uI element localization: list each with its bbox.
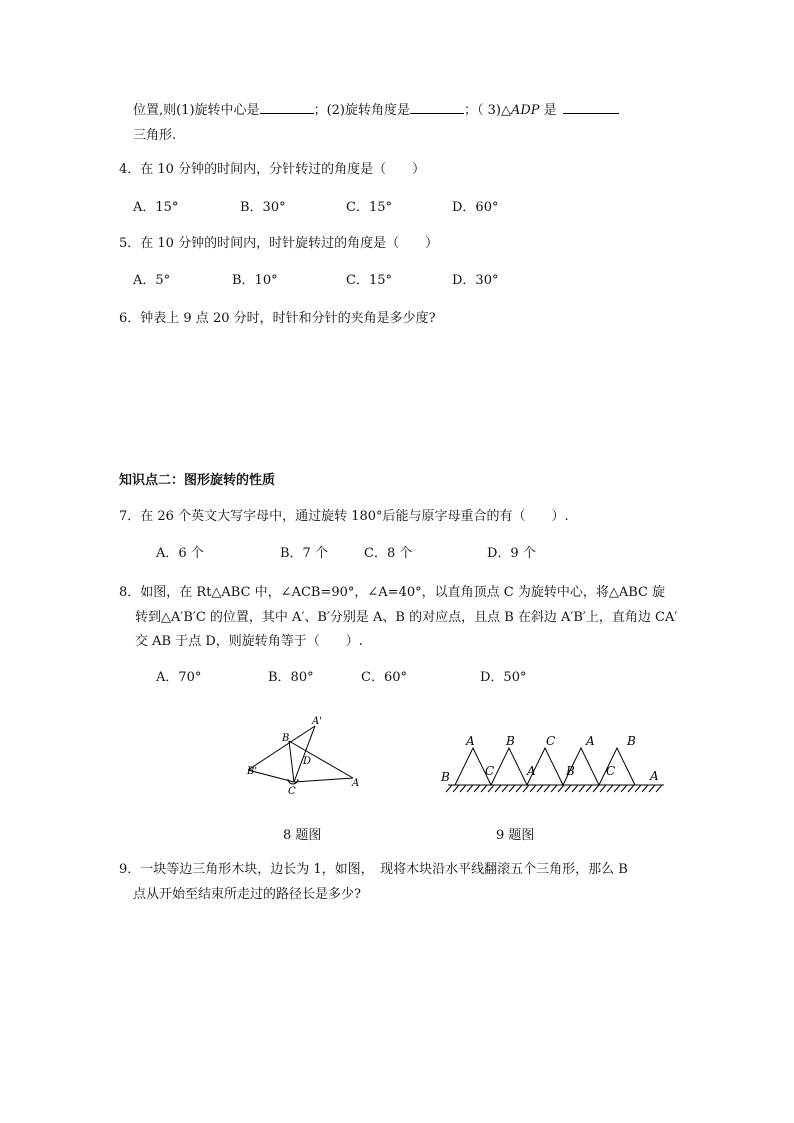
fig9-hatch-mark (614, 785, 620, 792)
fig9-base-label-6: A (650, 769, 659, 783)
q4-option-b: B．30° (240, 200, 286, 215)
q5-stem: 5．在 10 分钟的时间内，时针旋转过的角度是（ ） (119, 236, 439, 251)
fig9-hatch-mark (502, 785, 508, 792)
q8-line3: 交 AB 于点 D，则旋转角等于（ ）. (135, 634, 363, 649)
q8-option-b: B．80° (268, 670, 314, 685)
q5-option-b: B．10° (232, 273, 278, 288)
fig9-hatch-mark (495, 785, 501, 792)
q3-line1 (133, 101, 619, 119)
fig9-hatch-mark (453, 785, 459, 792)
fig9-hatching (446, 785, 662, 792)
fig9-hatch-mark (607, 785, 613, 792)
q7-options (0, 546, 794, 562)
fig8-caption: 8 题图 (283, 828, 322, 843)
q4-stem: 4．在 10 分钟的时间内，分针转过的角度是（ ） (119, 162, 426, 177)
fig9-base-label-3: A (527, 764, 536, 778)
section-heading: 知识点二：图形旋转的性质 (119, 473, 276, 488)
q3-blank-3 (563, 101, 619, 114)
fig9-hatch-mark (516, 785, 522, 792)
fig9-hatch-mark (649, 785, 655, 792)
fig9-hatch-mark (523, 785, 529, 792)
fig8-label-c: C (288, 786, 296, 797)
q8-option-c: C．60° (361, 670, 407, 685)
q4-options (0, 200, 794, 216)
q7-stem: 7．在 26 个英文大写字母中，通过旋转 180°后能与原字母重合的有（ ）. (119, 509, 569, 524)
q3-text-3: ；（ 3)△ (463, 103, 511, 118)
fig9-hatch-mark (642, 785, 648, 792)
q9-line1: 9．一块等边三角形木块，边长为 1，如图， 现将木块沿水平线翻滚五个三角形，那么 B (119, 862, 628, 877)
fig9-hatch-mark (572, 785, 578, 792)
q7-option-d: D．9 个 (487, 546, 536, 561)
fig9-hatch-mark (628, 785, 634, 792)
fig9-hatch-mark (481, 785, 487, 792)
fig9-caption: 9 题图 (496, 828, 535, 843)
fig8-line-b-c (289, 741, 294, 782)
fig9-hatch-mark (537, 785, 543, 792)
q3-blank-1 (260, 101, 314, 114)
q8-option-d: D．50° (480, 670, 527, 685)
fig9-base-label-2: C (485, 764, 495, 778)
fig8-line-c-a (294, 778, 353, 782)
q3-text-2: ；(2)旋转角度是 (313, 103, 410, 118)
fig8-label-b: B (282, 733, 290, 744)
fig9-hatch-mark (460, 785, 466, 792)
fig9-top-label-3: C (546, 734, 556, 748)
fig9-hatch-mark (600, 785, 606, 792)
fig9-hatch-mark (474, 785, 480, 792)
fig9-hatch-mark (544, 785, 550, 792)
fig8-label-bprime: B' (247, 766, 258, 777)
q3-blank-2 (410, 101, 464, 114)
fig9-hatch-mark (621, 785, 627, 792)
fig9-hatch-mark (446, 785, 452, 792)
q7-option-a: A．6 个 (156, 546, 204, 561)
q9-line2: 点从开始至结束所走过的路径长是多少? (133, 887, 361, 902)
q8-line2: 转到△A′B′C 的位置，其中 A′、B′分别是 A、B 的对应点，且点 B 在斜边 A′B′上，直角边 CA′ (135, 610, 678, 625)
fig9-hatch-mark (530, 785, 536, 792)
fig9-hatch-mark (509, 785, 515, 792)
q8-options (0, 670, 794, 686)
fig9-hatch-mark (579, 785, 585, 792)
fig9-hatch-mark (593, 785, 599, 792)
fig8-line-b-a (289, 741, 353, 778)
fig9-hatch-mark (586, 785, 592, 792)
fig8-label-aprime: A' (312, 716, 322, 727)
q8-option-a: A．70° (156, 670, 202, 685)
q6-stem: 6．钟表上 9 点 20 分时，时针和分针的夹角是多少度? (119, 311, 436, 326)
q8-line1: 8．如图，在 Rt△ABC 中，∠ACB=90°，∠A=40°，以直角顶点 C 为旋转中心，将△ABC 旋 (119, 585, 666, 600)
fig9-top-label-4: A (586, 734, 595, 748)
fig9-base-label-1: B (441, 770, 450, 784)
q4-option-d: D．60° (452, 200, 499, 215)
fig9-top-label-1: A (466, 734, 475, 748)
q5-option-c: C．15° (346, 273, 392, 288)
q7-option-c: C．8 个 (364, 546, 413, 561)
q4-option-c: C．15° (346, 200, 392, 215)
q5-options (0, 273, 794, 289)
fig8-label-a: A (352, 778, 360, 789)
fig9-hatch-mark (467, 785, 473, 792)
fig9-hatch-mark (656, 785, 662, 792)
fig9-hatch-mark (558, 785, 564, 792)
figure-8 (240, 710, 370, 800)
q3-text-4: 是 (539, 103, 557, 118)
q7-option-b: B．7 个 (280, 546, 328, 561)
q3-line2: 三角形. (133, 128, 177, 143)
q5-option-a: A．5° (133, 273, 171, 288)
fig9-top-label-2: B (506, 734, 515, 748)
fig9-top-label-5: B (627, 734, 636, 748)
q3-italic: ADP (510, 103, 540, 118)
fig8-label-d: D (303, 756, 312, 767)
figure-9 (436, 730, 670, 800)
fig9-hatch-mark (551, 785, 557, 792)
fig9-hatch-mark (565, 785, 571, 792)
fig9-hatch-mark (635, 785, 641, 792)
fig9-base-label-4: B (566, 764, 575, 778)
q3-text-1: 位置,则(1)旋转中心是 (133, 103, 260, 118)
q5-option-d: D．30° (452, 273, 499, 288)
fig9-base-label-5: C (606, 764, 616, 778)
q4-option-a: A．15° (133, 200, 179, 215)
